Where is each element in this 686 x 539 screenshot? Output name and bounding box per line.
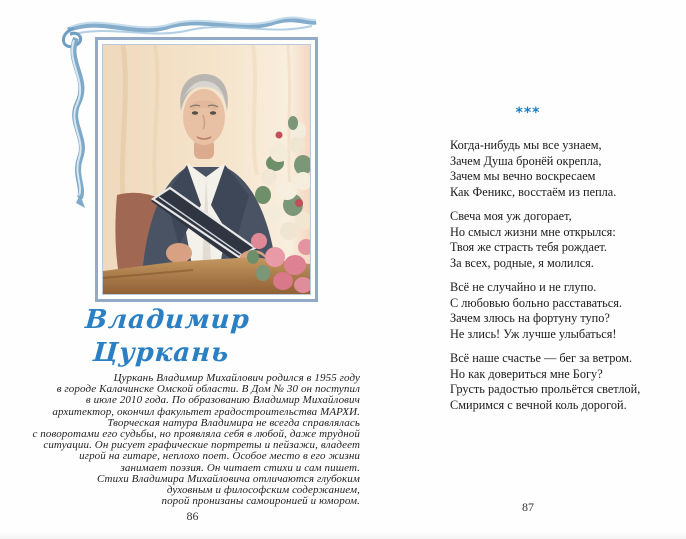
portrait-photo-frame <box>95 37 318 302</box>
poem-line: Но смысл жизни мне открылся: <box>450 224 616 239</box>
poem-line: Смиримся с вечной коль дорогой. <box>450 397 627 412</box>
bio-line: игрой на гитаре, неплохо поет. Особое место в его жизни <box>79 450 360 463</box>
author-last-name: Цуркань <box>91 338 231 368</box>
author-biography <box>25 373 360 507</box>
poem-line: Твоя же страсть тебя рождает. <box>450 240 607 254</box>
bio-line: духовным и философским содержанием, <box>166 484 360 497</box>
bio-line: Цуркань Владимир Михайлович родился в 1955 году <box>113 372 360 384</box>
poem <box>450 138 670 422</box>
poem-line: За всех, родные, я молился. <box>450 255 594 270</box>
poem-line: Всё наше счастье — бег за ветром. <box>450 351 633 365</box>
author-first-name: Владимир <box>84 305 251 335</box>
bio-line: Творческая натура Владимира не всегда справлялась <box>107 416 360 429</box>
bio-line: порой пронизаны самоиронией и юмором. <box>161 495 360 508</box>
poem-line: Зачем злюсь на фортуну тупо? <box>450 311 610 325</box>
portrait-photo <box>102 44 311 295</box>
poem-line: Не злись! Уж лучше улыбаться! <box>450 326 617 341</box>
poem-line: Но как довериться мне Богу? <box>450 366 603 381</box>
bio-line: Стихи Владимира Михайловича отличаются глубоким <box>96 472 360 485</box>
poem-line: Зачем мы вечно воскресаем <box>450 169 596 183</box>
poem-stanza <box>450 209 670 271</box>
stanza-divider: *** <box>515 105 541 121</box>
poem-line: Грусть радостью прольётся светлой, <box>450 382 641 396</box>
page-number-right: 87 <box>522 500 534 514</box>
page-bottom-shadow <box>0 531 686 539</box>
bio-line: в июле 2010 года. По образованию Владимир Михайлович <box>85 394 360 407</box>
poem-line: Как Феникс, восстаём из пепла. <box>450 184 617 199</box>
bio-line: архитектор, окончил факультет градостроительства МАРХИ. <box>52 405 360 418</box>
bio-line: в городе Калачинске Омской области. В Дом № 30 он поступил <box>56 383 360 396</box>
bio-line: занимает поэзия. Он читает стихи и сам пишет. <box>120 461 360 474</box>
poem-line: С любовью больно расставаться. <box>450 295 622 310</box>
poem-line: Когда-нибудь мы все узнаем, <box>450 138 602 152</box>
poem-stanza <box>450 280 670 342</box>
author-name <box>82 304 327 370</box>
page-number-left: 86 <box>186 509 199 523</box>
poem-stanza <box>450 138 670 200</box>
bio-line: с поворотами его судьбы, но проявляла себя в любой, даже трудной <box>32 428 360 441</box>
poem-line: Свеча моя уж догорает, <box>450 209 572 223</box>
poem-stanza <box>450 351 670 413</box>
poem-line: Зачем Душа бронёй окрепла, <box>450 153 602 168</box>
bio-line: ситуации. Он рисует графические портреты и пейзажи, владеет <box>43 439 360 452</box>
poem-line: Всё не случайно и не глупо. <box>450 280 597 294</box>
